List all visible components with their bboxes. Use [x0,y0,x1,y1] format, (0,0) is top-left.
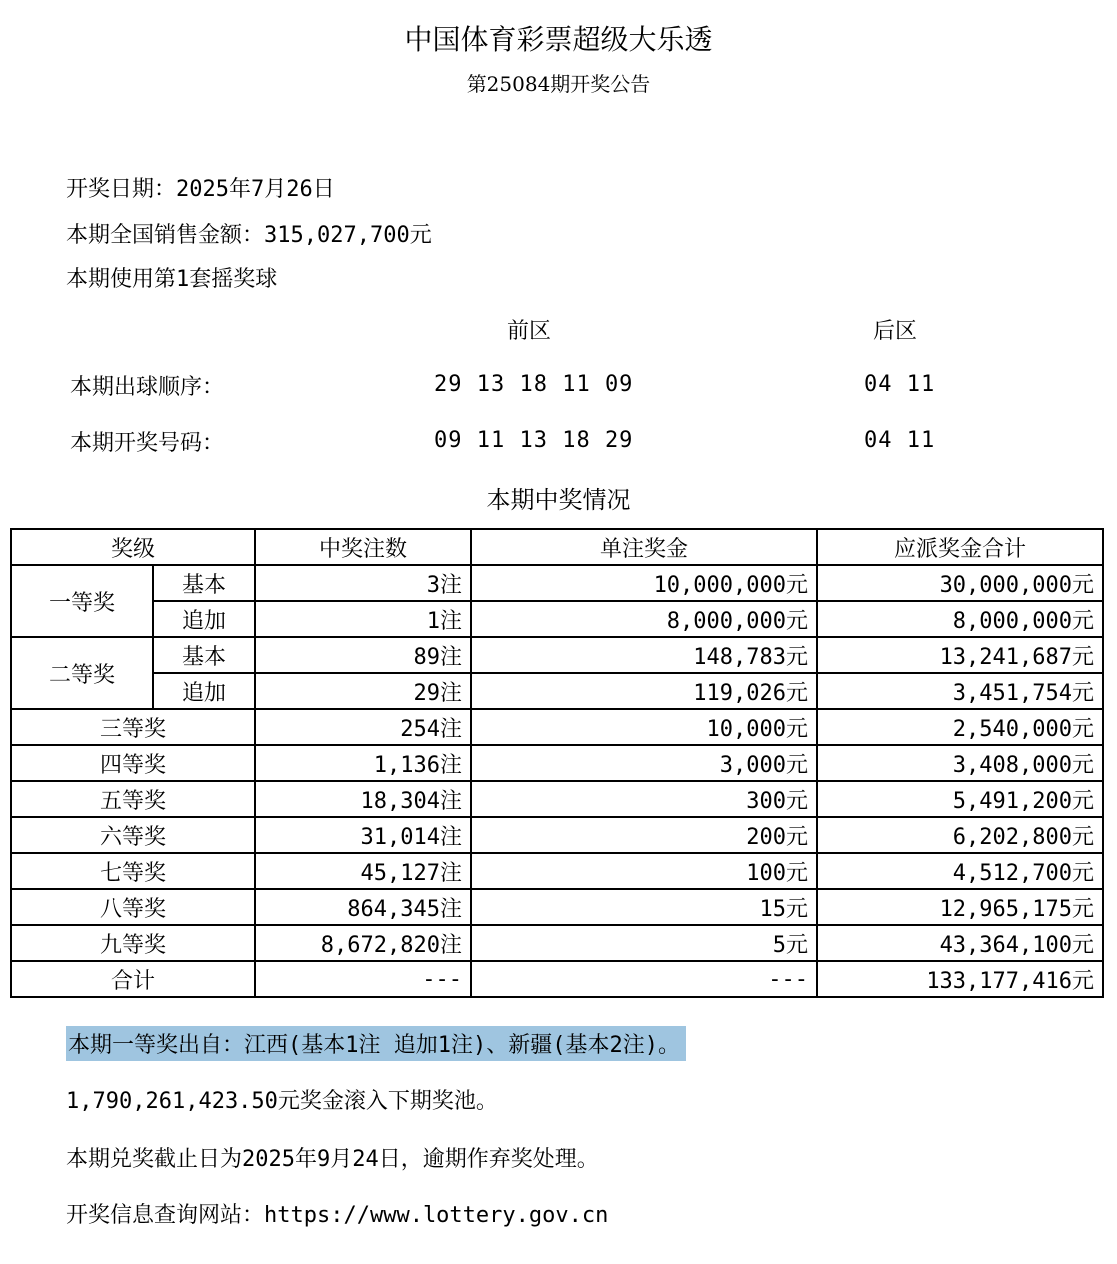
table-header-row [11,529,1103,565]
winner-count: 89注 [255,637,471,673]
winning-numbers-label: 本期开奖号码： [70,431,225,456]
winning-numbers-front: 09 11 13 18 29 [434,428,634,453]
table-row [11,745,1103,781]
level-name: 三等奖 [11,709,255,745]
level-name: 六等奖 [11,817,255,853]
total-prize: 12,965,175元 [817,889,1103,925]
header-unit: 单注奖金 [471,529,817,565]
claim-deadline: 本期兑奖截止日为2025年9月24日，逾期作弃奖处理。 [66,1147,599,1172]
unit-prize: 119,026元 [471,673,817,709]
unit-prize: 8,000,000元 [471,601,817,637]
table-row [11,853,1103,889]
unit-prize: 5元 [471,925,817,961]
table-row [11,565,1103,601]
sales-amount: 本期全国销售金额：315,027,700元 [66,223,432,248]
back-zone-header: 后区 [873,319,918,344]
draw-order-label: 本期出球顺序： [70,375,225,400]
winner-count: 3注 [255,565,471,601]
unit-prize: 148,783元 [471,637,817,673]
level-name: 四等奖 [11,745,255,781]
total-prize: 133,177,416元 [817,961,1103,997]
winner-count: 29注 [255,673,471,709]
table-row [11,709,1103,745]
total-prize: 8,000,000元 [817,601,1103,637]
winner-count: 45,127注 [255,853,471,889]
draw-order-front: 29 13 18 11 09 [434,372,634,397]
winner-count: 18,304注 [255,781,471,817]
unit-prize: 15元 [471,889,817,925]
rollover-text: 1,790,261,423.50元奖金滚入下期奖池。 [66,1089,498,1114]
table-row [11,637,1103,673]
sub-level: 基本 [153,637,255,673]
total-prize: 13,241,687元 [817,637,1103,673]
table-row [11,889,1103,925]
total-prize: 30,000,000元 [817,565,1103,601]
first-prize-origin: 本期一等奖出自：江西(基本1注 追加1注)、新疆(基本2注)。 [66,1026,686,1061]
page-title: 中国体育彩票超级大乐透 [404,23,713,56]
draw-order-back: 04 11 [864,372,936,397]
table-total-row [11,961,1103,997]
total-prize: 4,512,700元 [817,853,1103,889]
winner-count: --- [255,961,471,997]
total-prize: 6,202,800元 [817,817,1103,853]
total-prize: 2,540,000元 [817,709,1103,745]
winner-count: 864,345注 [255,889,471,925]
total-prize: 3,451,754元 [817,673,1103,709]
draw-date: 开奖日期：2025年7月26日 [66,177,335,202]
front-zone-header: 前区 [507,319,552,344]
total-prize: 3,408,000元 [817,745,1103,781]
winner-count: 1,136注 [255,745,471,781]
sub-level: 追加 [153,601,255,637]
ball-set: 本期使用第1套摇奖球 [66,267,278,292]
unit-prize: 10,000,000元 [471,565,817,601]
winning-numbers-back: 04 11 [864,428,936,453]
winner-count: 8,672,820注 [255,925,471,961]
unit-prize: 300元 [471,781,817,817]
prize-table [10,528,1104,998]
level-name: 七等奖 [11,853,255,889]
unit-prize: 3,000元 [471,745,817,781]
winner-count: 254注 [255,709,471,745]
winner-count: 31,014注 [255,817,471,853]
level-name: 九等奖 [11,925,255,961]
level-name: 合计 [11,961,255,997]
winner-count: 1注 [255,601,471,637]
header-total: 应派奖金合计 [817,529,1103,565]
sub-level: 基本 [153,565,255,601]
table-row [11,673,1103,709]
prize-section-title: 本期中奖情况 [486,486,631,514]
table-row [11,817,1103,853]
unit-prize: --- [471,961,817,997]
sub-level: 追加 [153,673,255,709]
table-row [11,601,1103,637]
unit-prize: 200元 [471,817,817,853]
unit-prize: 10,000元 [471,709,817,745]
header-level: 奖级 [11,529,255,565]
header-count: 中奖注数 [255,529,471,565]
level-name: 二等奖 [11,637,153,709]
unit-prize: 100元 [471,853,817,889]
table-row [11,925,1103,961]
level-name: 八等奖 [11,889,255,925]
issue-subtitle: 第25084期开奖公告 [466,72,651,96]
level-name: 五等奖 [11,781,255,817]
total-prize: 43,364,100元 [817,925,1103,961]
website-text: 开奖信息查询网站：https://www.lottery.gov.cn [66,1203,609,1228]
level-name: 一等奖 [11,565,153,637]
total-prize: 5,491,200元 [817,781,1103,817]
table-row [11,781,1103,817]
